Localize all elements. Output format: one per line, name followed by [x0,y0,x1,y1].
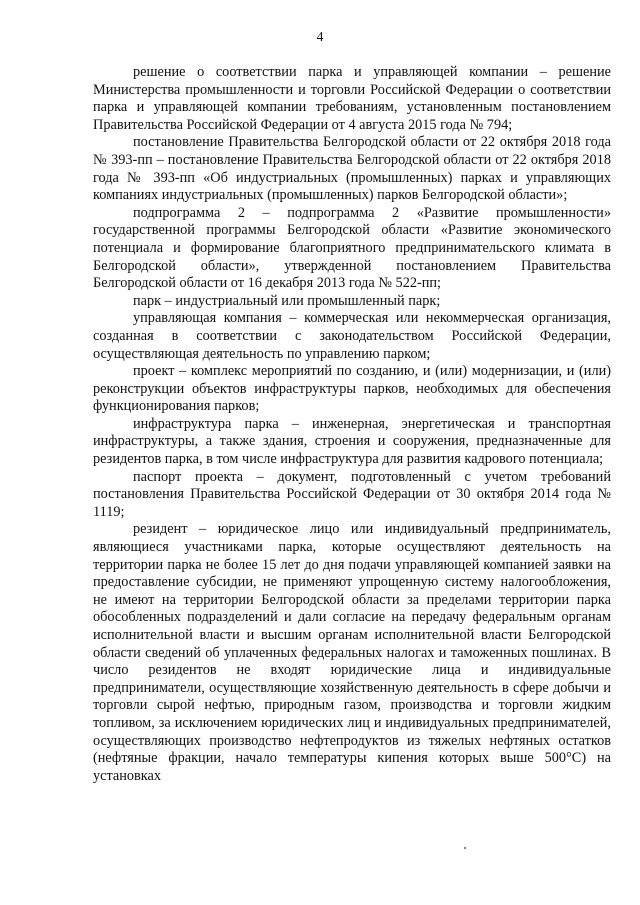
page-number: 4 [316,30,324,45]
scan-dot [464,847,466,849]
paragraph-project-definition: проект – комплекс мероприятий по созданию, и (или) модернизации, и (или) реконструкции объектов инфраструктуры парков, необходимых для обеспечения функционирования парков; [93,363,611,415]
paragraph-resident-definition: резидент – юридическое лицо или индивидуальный предприниматель, являющиеся участниками парка, которые осуществляют деятельность на территории парка не более 15 лет до дня подачи управляющей компанией заявки на предоставление субсидии, не применяют упрощенную систему налогообложения, не имеют на территории Белгородской области за пределами территории парка обособленных подразделений и дали согласие на передачу федеральным органам исполнительной власти и высшим органам исполнительной власти Белгородской области сведений об уплаченных федеральных налогах и таможенных пошлинах. В число резидентов не входят юридические лица и индивидуальные предприниматели, осуществляющие хозяйственную деятельность в сфере добычи и торговли сырой нефтью, природным газом, производства и торговли жидким топливом, за исключением юридических лиц и индивидуальных предпринимателей, осуществляющих производство нефтепродуктов из тяжелых нефтяных остатков (нефтяные фракции, начало температуры кипения которых выше 500°С) на установках [93,521,611,784]
paragraph-infrastructure-definition: инфраструктура парка – инженерная, энергетическая и транспортная инфраструктуры, а также здания, строения и сооружения, предназначенные для резидентов парка, в том числе инфраструктура для развития кадрового потенциала; [93,415,611,468]
paragraph-resolution-393-definition: постановление Правительства Белгородской области от 22 октября 2018 года № 393-пп – постановление Правительства Белгородской области от 22 октября 2018 года № 393-пп «Об индустриальных (промышленных) парках и управляющих компаниях индустриальных (промышленных) парков Белгородской области»; [93,134,611,204]
paragraph-decision-definition: решение о соответствии парка и управляющей компании – решение Министерства промышленности и торговли Российской Федерации о соответствии парка и управляющей компании требованиям, установленным постановлением Правительства Российской Федерации от 4 августа 2015 года № 794; [93,64,611,133]
paragraph-park-definition: парк – индустриальный или промышленный парк; [133,292,441,309]
document-body [93,64,611,785]
paragraph-subprogram-definition: подпрограмма 2 – подпрограмма 2 «Развитие промышленности» государственной программы Белгородской области «Развитие экономического потенциала и формирование благоприятного предпринимательского климата в Белгородской области», утвержденной постановлением Правительства Белгородской области от 16 декабря 2013 года № 522-пп; [93,204,611,292]
paragraph-project-passport-definition: паспорт проекта – документ, подготовленный с учетом требований постановления Правительства Российской Федерации от 30 октября 2014 года № 1119; [93,468,611,520]
paragraph-management-company-definition: управляющая компания – коммерческая или некоммерческая организация, созданная в соответствии с законодательством Российской Федерации, осуществляющая деятельность по управлению парком; [93,310,611,362]
